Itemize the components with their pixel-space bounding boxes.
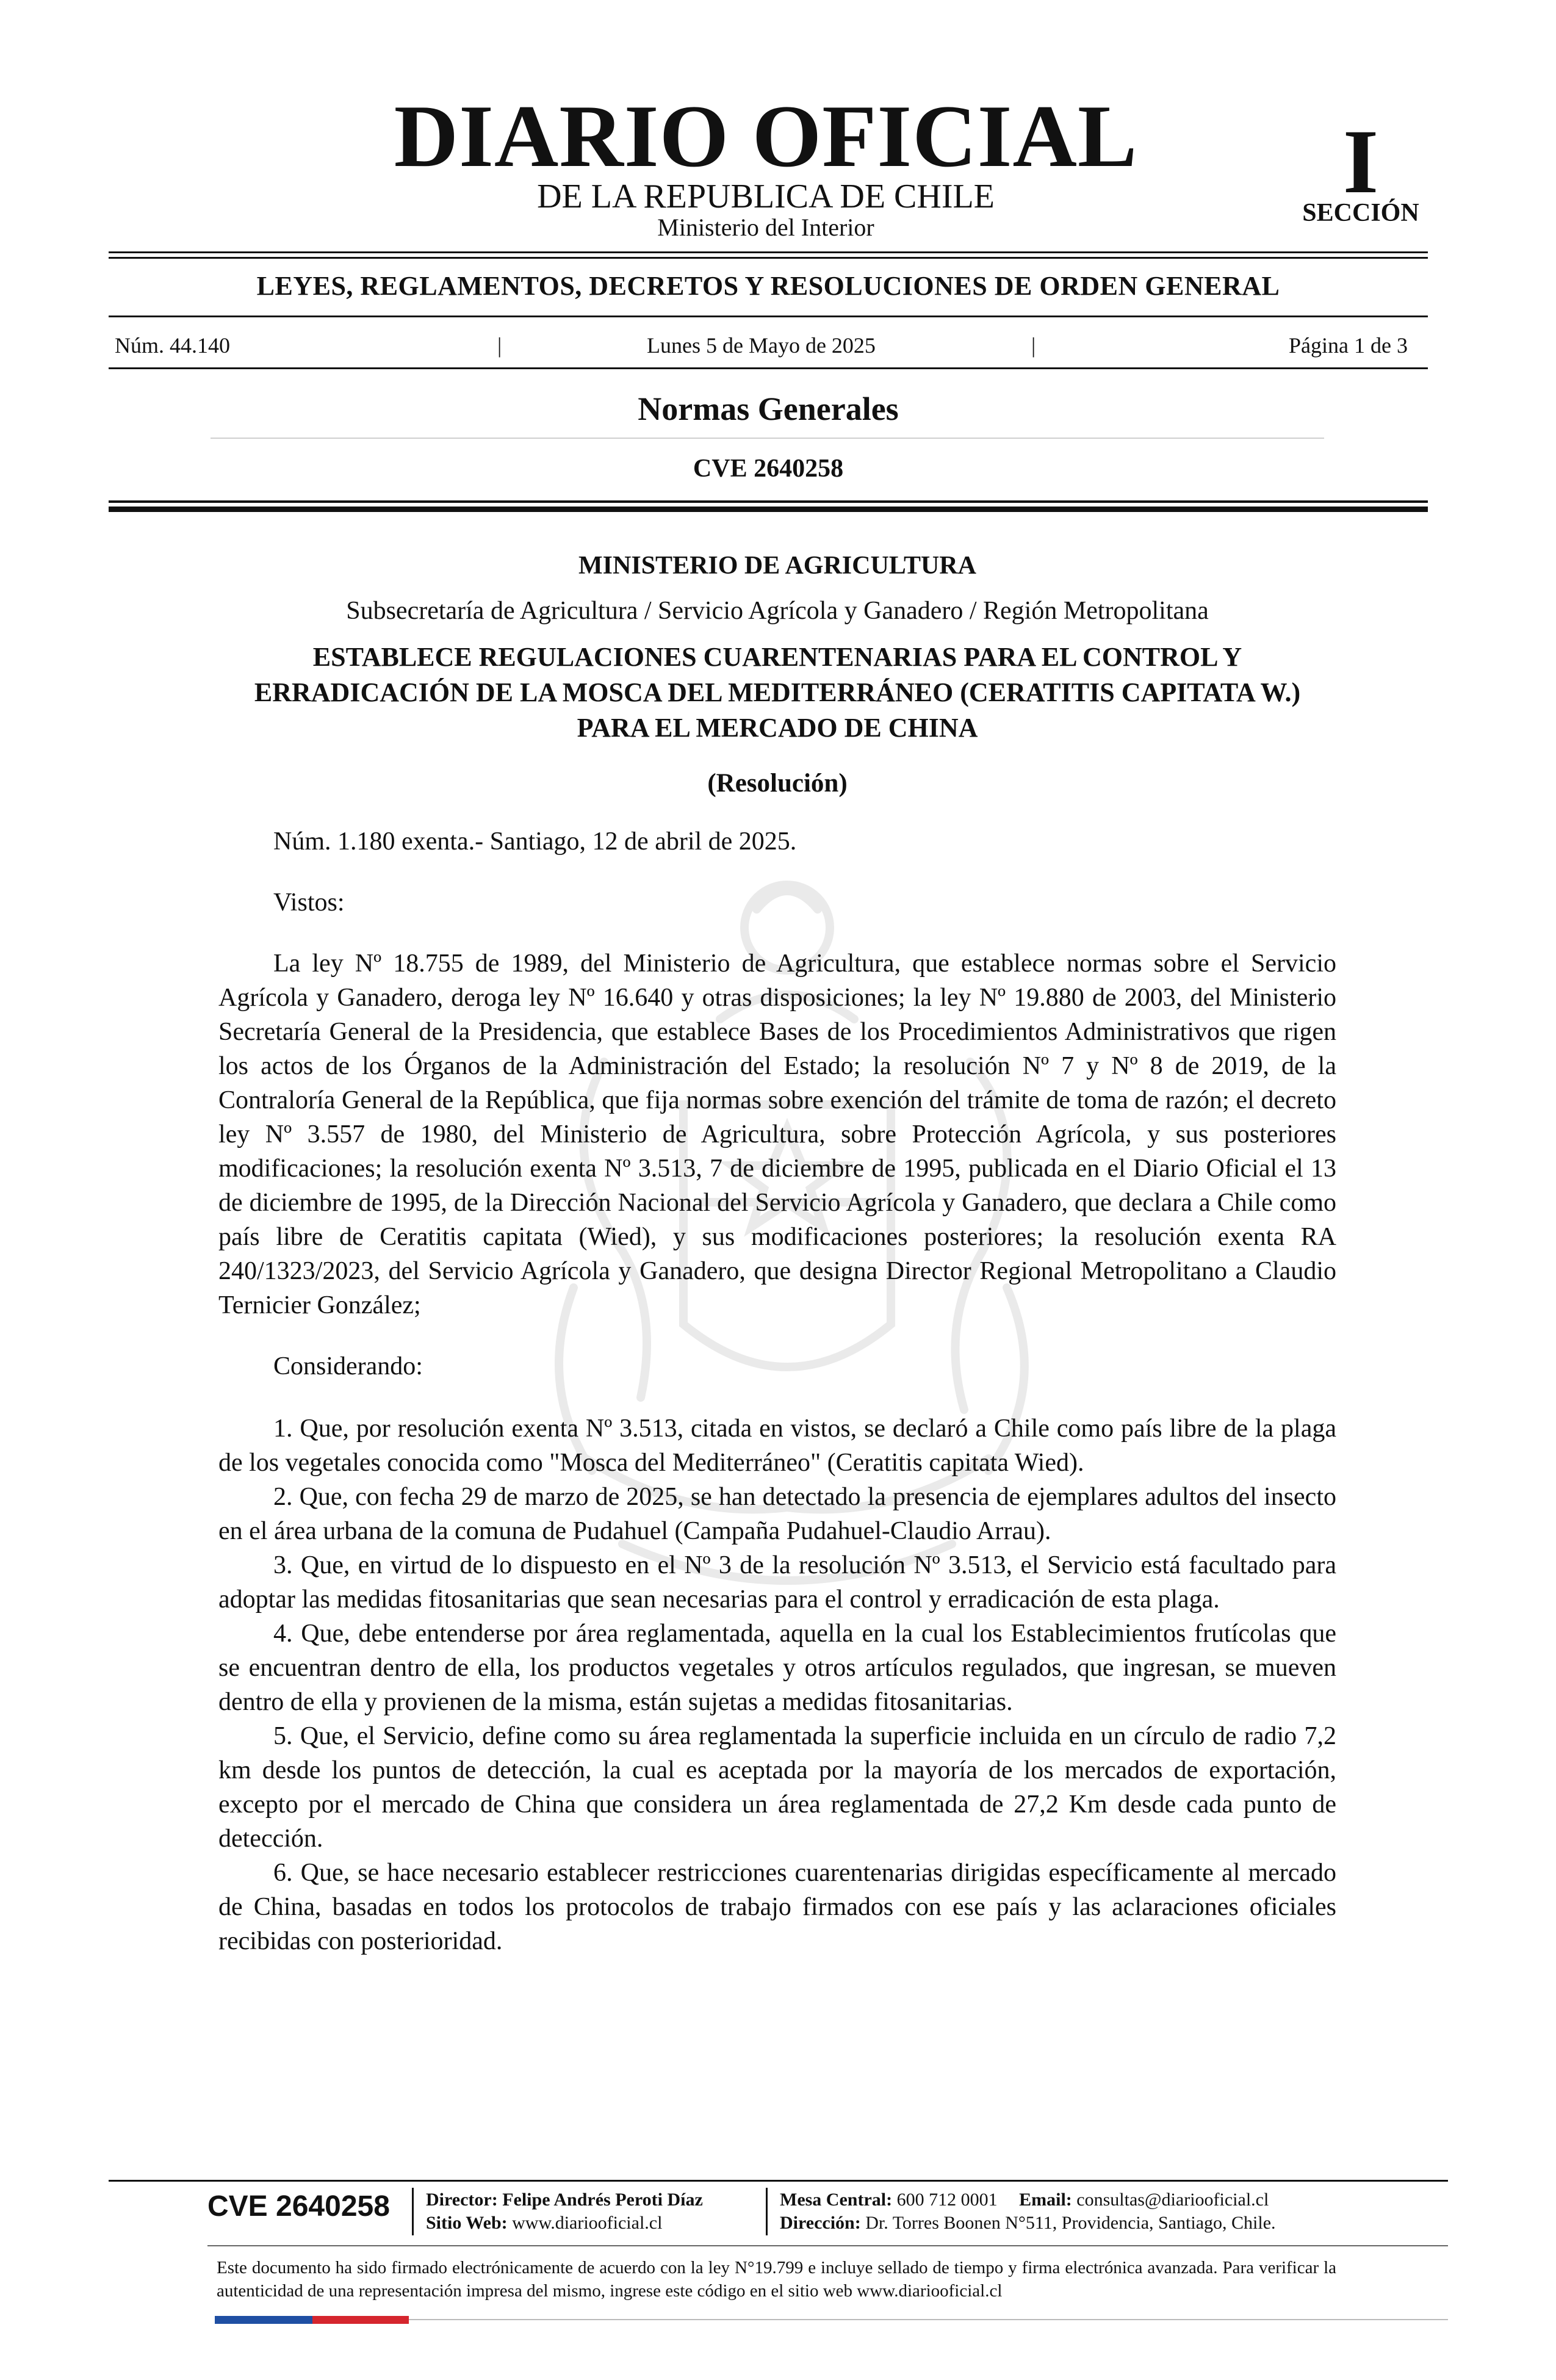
footer-legal-note: Este documento ha sido firmado electrónicamente de acuerdo con la ley N°19.799 e incluye sellado de tiempo y firma electrónica avanzada. Para verificar la autenticidad de una representación impresa del mismo, ingrese este código en el sitio web www.diariooficial.cl — [217, 2258, 1336, 2301]
document-subsecretaria: Subsecretaría de Agricultura / Servicio Agrícola y Ganadero / Región Metropolitana — [346, 597, 1209, 625]
footer-divider-left — [412, 2188, 414, 2235]
header-rule-heavy — [109, 507, 1428, 512]
footer-email-link[interactable]: consultas@diariooficial.cl — [1076, 2190, 1269, 2210]
masthead-title: DIARIO OFICIAL — [394, 87, 1138, 186]
resolution-number-line: Núm. 1.180 exenta.- Santiago, 12 de abril de 2025. — [273, 828, 797, 856]
footer-address-label: Dirección: — [780, 2213, 861, 2233]
section-numeral: I — [1342, 111, 1379, 212]
considerando-item: 1. Que, por resolución exenta Nº 3.513, citada en vistos, se declaró a Chile como país libre de la plaga de los vegetales conocida como "Mosca del Mediterráneo" (Ceratitis capitata Wied). — [218, 1415, 1336, 1477]
masthead-rule-top — [109, 251, 1428, 253]
section-heading-rule — [211, 438, 1324, 439]
section-label: SECCIÓN — [1302, 199, 1419, 227]
footer-rule-top — [109, 2180, 1448, 2182]
issue-number: Núm. 44.140 — [115, 333, 230, 358]
infobar-separator-left: | — [497, 333, 502, 358]
footer-director-value: Felipe Andrés Peroti Díaz — [502, 2190, 703, 2210]
footer-contact — [780, 2188, 1269, 2212]
section-banner: LEYES, REGLAMENTOS, DECRETOS Y RESOLUCIONES DE ORDEN GENERAL — [256, 271, 1280, 301]
footer-email-label: Email: — [1019, 2190, 1072, 2210]
infobar-rule — [109, 367, 1428, 369]
header-rule-light — [109, 500, 1428, 503]
flag-stripe-blue — [215, 2316, 312, 2324]
flag-stripe-red — [312, 2316, 409, 2324]
footer-divider-right — [766, 2188, 768, 2235]
document-ministry: MINISTERIO DE AGRICULTURA — [578, 552, 976, 580]
masthead-rule-second — [109, 257, 1428, 259]
banner-rule — [109, 316, 1428, 317]
considerando-item: 5. Que, el Servicio, define como su área reglamentada la superficie incluida en un círculo de radio 7,2 km desde los puntos de detección, la cual es aceptada por la mayoría de los mercados de exportación, excepto por el mercado de China que considera un área reglamentada de 27,2 Km desde cada punto de detección. — [218, 1722, 1336, 1853]
footer-website-label: Sitio Web: — [426, 2213, 508, 2233]
footer-website-link[interactable]: www.diariooficial.cl — [512, 2213, 663, 2233]
footer-address-value: Dr. Torres Boonen N°511, Providencia, Santiago, Chile. — [865, 2213, 1276, 2233]
issue-date: Lunes 5 de Mayo de 2025 — [647, 333, 876, 358]
masthead-ministry: Ministerio del Interior — [657, 214, 874, 241]
footer-cve-code: CVE 2640258 — [207, 2190, 390, 2223]
document-body — [218, 553, 1336, 1958]
footer-phone-label: Mesa Central: — [780, 2190, 893, 2210]
vistos-text: La ley Nº 18.755 de 1989, del Ministerio de Agricultura, que establece normas sobre el Servicio Agrícola y Ganadero, deroga ley Nº 16.640 y otras disposiciones; la ley Nº 19.880 de 2003, del Ministerio Secretaría General de la Presidencia, que establece Bases de los Procedimientos Administrativos que rigen los actos de los Órganos de la Administración del Estado; la resolución Nº 7 y Nº 8 de 2019, de la Contraloría General de la República, que fija normas sobre exención del trámite de toma de razón; el decreto ley Nº 3.557 de 1980, del Ministerio de Agricultura, sobre Protección Agrícola, y sus posteriores modificaciones; la resolución exenta Nº 3.513, 7 de diciembre de 1995, publicada en el Diario Oficial el 13 de diciembre de 1995, de la Dirección Nacional del Servicio Agrícola y Ganadero, que declara a Chile como país libre de Ceratitis capitata (Wied), y sus modificaciones posteriores; la resolución exenta RA 240/1323/2023, del Servicio Agrícola y Ganadero, que designa Director Regional Metropolitano a Claudio Ternicier González; — [218, 950, 1336, 1319]
footer-website — [426, 2212, 662, 2235]
vistos-heading: Vistos: — [273, 889, 345, 917]
cve-code: CVE 2640258 — [693, 455, 844, 483]
masthead-subtitle: DE LA REPUBLICA DE CHILE — [537, 178, 995, 215]
infobar-separator-right: | — [1031, 333, 1036, 358]
footer-director-label: Director: — [426, 2190, 498, 2210]
page-counter: Página 1 de 3 — [1289, 333, 1408, 358]
footer-rule-bottom — [409, 2319, 1448, 2320]
considerando-item: 6. Que, se hace necesario establecer restricciones cuarentenarias dirigidas específicamente al mercado de China, basadas en todos los protocolos de trabajo firmados con ese país y las aclaraciones oficiales recibidas con posterioridad. — [218, 1859, 1336, 1955]
section-heading: Normas Generales — [638, 391, 899, 427]
document-title: ESTABLECE REGULACIONES CUARENTENARIAS PARA EL CONTROL Y ERRADICACIÓN DE LA MOSCA DEL MEDITERRÁNEO (CERATITIS CAPITATA W.) PARA EL MERCADO DE CHINA — [254, 642, 1301, 743]
footer-phone-value: 600 712 0001 — [896, 2190, 998, 2210]
considerando-item: 4. Que, debe entenderse por área reglamentada, aquella en la cual los Establecimientos frutícolas que se encuentran dentro de ella, los productos vegetales y otros artículos regulados, que ingresan, se mueven dentro de ella y provienen de la misma, están sujetas a medidas fitosanitarias. — [218, 1620, 1336, 1716]
considerando-heading: Considerando: — [273, 1352, 423, 1380]
document-type: (Resolución) — [707, 769, 848, 798]
considerando-item: 2. Que, con fecha 29 de marzo de 2025, se han detectado la presencia de ejemplares adultos del insecto en el área urbana de la comuna de Pudahuel (Campaña Pudahuel-Claudio Arrau). — [218, 1483, 1336, 1545]
footer-rule-middle — [207, 2245, 1448, 2246]
footer-address — [780, 2212, 1276, 2235]
footer-director — [426, 2188, 703, 2212]
considerando-item: 3. Que, en virtud de lo dispuesto en el Nº 3 de la resolución Nº 3.513, el Servicio está facultado para adoptar las medidas fitosanitarias que sean necesarias para el control y erradicación de esta plaga. — [218, 1551, 1336, 1614]
